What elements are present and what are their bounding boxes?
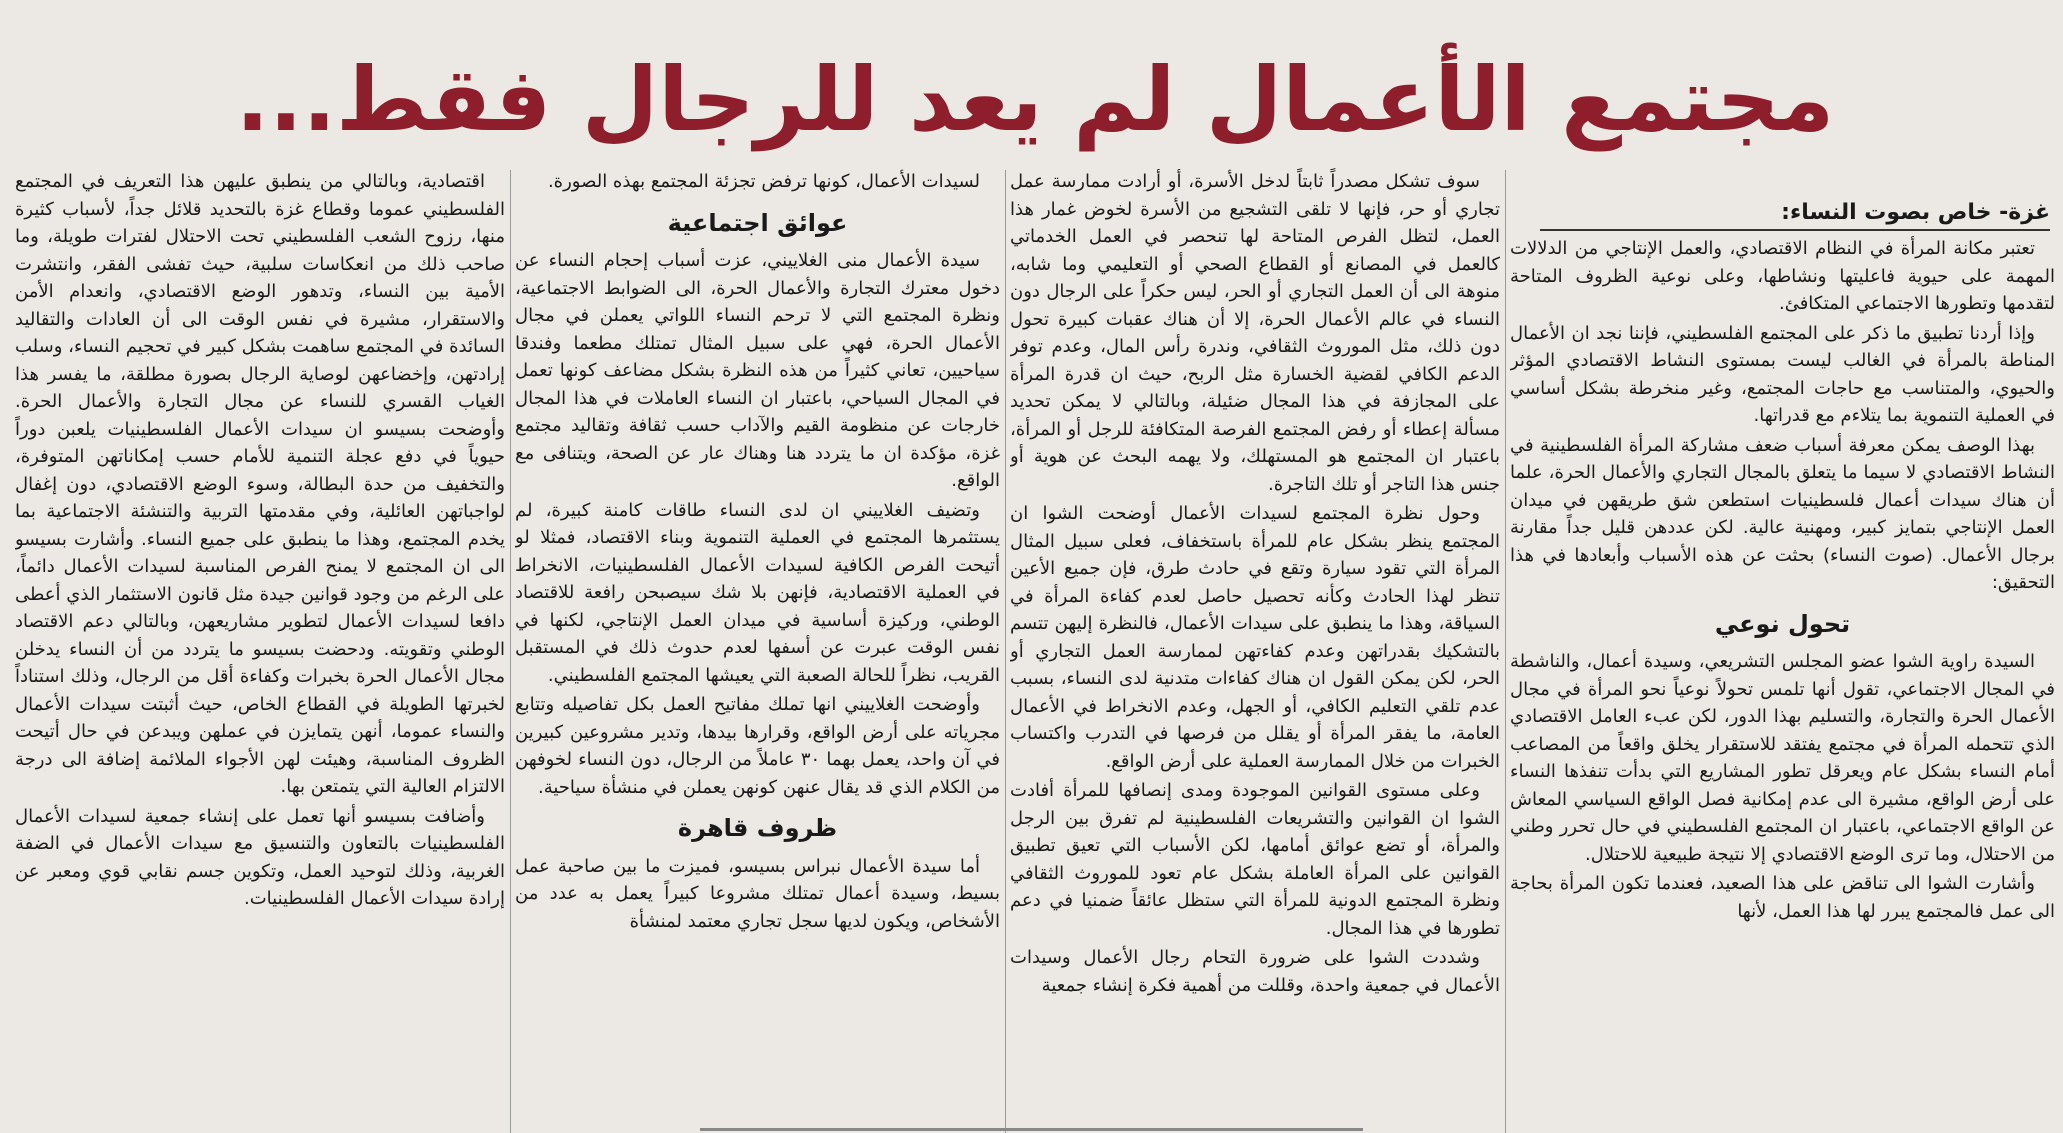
paragraph: أما سيدة الأعمال نبراس بسيسو، فميزت ما بين صاحبة عمل بسيط، وسيدة أعمال تمتلك مشروعا كبيراً يعمل به عدد من الأشخاص، ويكون لديها سجل تجاري معتمد لمنشأة (515, 855, 1000, 932)
subheading: عوائق اجتماعية (667, 208, 848, 237)
paragraph: وأوضحت الغلاييني انها تملك مفاتيح العمل بكل تفاصيله وتتابع مجرياته على أرض الواقع، وقرارها بيدها، وتدير مشروعين كبيرين في آن واحد، يعمل بهما ٣٠ عاملاً من الرجال، دون النساء لخوفهن من الكلام الذي قد يقال عنهن كونهن يعملن في منشأة سياحية. (515, 694, 1000, 798)
paragraph: وشددت الشوا على ضرورة التحام رجال الأعمال وسيدات الأعمال في جمعية واحدة، وقللت من أهمية فكرة إنشاء جمعية (1010, 947, 1500, 996)
column-rule (510, 170, 511, 1133)
paragraph: وإذا أردنا تطبيق ما ذكر على المجتمع الفلسطيني، فإننا نجد ان الأعمال المناطة بالمرأة في الغالب ليست بمستوى النشاط الاقتصادي المؤثر والحيوي، والمتناسب مع حاجات المجتمع، وغير منخرطة بشكل أساسي في العملية التنموية بما يتلاءم مع قدراتها. (1510, 322, 2055, 426)
paragraph: السيدة راوية الشوا عضو المجلس التشريعي، وسيدة أعمال، والناشطة في المجال الاجتماعي، تقول أنها تلمس تحولاً نوعياً نحو المرأة في مجال الأعمال الحرة والتجارة، والتسليم بهذا الدور، لكن عبء العامل الاقتصادي الذي تتحمله المرأة في مجتمع يفتقد للاستقرار يخلق واقعاً من المصاعب أمام النساء بشكل عام ويعرقل تطور المشاريع التي بدأت تنفذها النساء على أرض الواقع، مشيرة الى عدم إمكانية فصل الواقع السياسي المعاش عن الواقع الاجتماعي، باعتبار ان المجتمع الفلسطيني في حال تحرر وطني من الاحتلال، وما ترى الوضع الاقتصادي إلا نتيجة طبيعية للاحتلال. (1510, 651, 2055, 865)
paragraph: بهذا الوصف يمكن معرفة أسباب ضعف مشاركة المرأة الفلسطينية في النشاط الاقتصادي لا سيما ما يتعلق بالمجال التجاري والأعمال الحرة، علما أن هناك سيدات أعمال فلسطينيات استطعن شق طريقهن في ميدان العمل الإنتاجي بتمايز كبير، ومهنية عالية. لكن عددهن قليل جداً مقارنة برجال الأعمال. (صوت النساء) بحثت عن هذه الأسباب وأبعادها في هذا التحقيق: (1510, 434, 2055, 593)
byline: غزة- خاص بصوت النساء: (1540, 200, 2050, 231)
bottom-rule (700, 1128, 1363, 1131)
subheading: تحول نوعي (1714, 609, 1851, 638)
article-column-3 (515, 168, 1000, 1133)
column-rule (1005, 170, 1006, 1133)
column-rule (1505, 170, 1506, 1133)
article-column-1 (1510, 195, 2055, 1133)
subheading: ظروف قاهرة (677, 814, 838, 842)
paragraph: وأشارت الشوا الى تناقض على هذا الصعيد، فعندما تكون المرأة بحاجة الى عمل فالمجتمع يبرر لها هذا العمل، لأنها (1510, 873, 2055, 922)
paragraph: اقتصادية، وبالتالي من ينطبق عليهن هذا التعريف في المجتمع الفلسطيني عموما وقطاع غزة بالتحديد قلائل جداً، لأسباب كثيرة منها، رزوح الشعب الفلسطيني تحت الاحتلال لفترات طويلة، وما صاحب ذلك من انعكاسات سلبية، حيث تفشى الفقر، وانتشرت الأمية بين النساء، وتدهور الوضع الاقتصادي، وانعدام الأمن والاستقرار، مشيرة في نفس الوقت الى أن العادات والتقاليد السائدة في المجتمع ساهمت بشكل كبير في تحجيم النساء، وسلب إرادتهن، وإخضاعهن لوصاية الرجال بصورة مطلقة، ما يفسر هذا الغياب القسري للنساء عن مجال التجارة والأعمال الحرة. وأوضحت بسيسو ان سيدات الأعمال الفلسطينيات يلعبن دوراً حيوياً في دفع عجلة التنمية للأمام حسب إمكاناتهن المتوفرة، والتخفيف من حدة البطالة، وسوء الوضع الاقتصادي، دون إغفال لواجباتهن العائلية، وفي مقدمتها التربية والتنشئة الاجتماعية بما يخدم المجتمع، وهذا ما ينطبق على جميع النساء. وأشارت بسيسو الى ان المجتمع لا يمنح الفرص المناسبة لسيدات الأعمال دائماً، على الرغم من وجود قوانين جيدة مثل قانون الاستثمار الذي أعطى دافعا لسيدات الأعمال لتطوير مشاريعهن، وبالتالي دعم الاقتصاد الوطني وتقويته. ودحضت بسيسو ما يتردد من أن النساء يدخلن مجال الأعمال الحرة بخبرات وكفاءة أقل من الرجال، وذلك استناداً لخبرتها الطويلة في القطاع الخاص، حيث أثبتت سيدات الأعمال والنساء عموما، أنهن يتمايزن في عملهن ويبدعن في حال أتيحت الظروف المناسبة، وهيئت لهن الأجواء الملائمة إضافة الى درجة الالتزام العالية التي يتمتعن بها. (15, 171, 505, 797)
paragraph: وعلى مستوى القوانين الموجودة ومدى إنصافها للمرأة أفادت الشوا ان القوانين والتشريعات الفلسطينية لم تفرق بين الرجل والمرأة، أو تضع عوائق أمامها، لكن الأسباب التي تعيق تطبيق القوانين على المرأة العاملة بشكل عام تعود للموروث الثقافي ونظرة المجتمع الدونية للمرأة التي ستظل عائقاً ضمنيا في دعم تطورها في هذا المجال. (1010, 780, 1500, 939)
paragraph: وتضيف الغلاييني ان لدى النساء طاقات كامنة كبيرة، لم يستثمرها المجتمع في العملية التنموية وبناء الاقتصاد، فمثلا لو أتيحت الفرص الكافية لسيدات الأعمال الفلسطينيات، الانخراط في العملية الاقتصادية، فإنهن بلا شك سيصبحن رافعة للاقتصاد الوطني، وركيزة أساسية في ميدان العمل الإنتاجي، لكنها في نفس الوقت عبرت عن أسفها لعدم حدوث ذلك في المستقبل القريب، نظراً للحالة الصعبة التي يعيشها المجتمع الفلسطيني. (515, 499, 1000, 686)
article-column-4 (15, 168, 505, 1133)
paragraph: وأضافت بسيسو أنها تعمل على إنشاء جمعية لسيدات الأعمال الفلسطينيات بالتعاون والتنسيق مع سيدات الأعمال في الضفة الغربية، وذلك لتوحيد العمل، وتكوين جسم نقابي قوي ومعبر عن إرادة سيدات الأعمال الفلسطينيات. (15, 805, 505, 909)
paragraph: سوف تشكل مصدراً ثابتاً لدخل الأسرة، أو أرادت ممارسة عمل تجاري أو حر، فإنها لا تلقى التشجيع من الأسرة لخوض غمار هذا العمل، لتظل الفرص المتاحة لها تنحصر في العمل الخدماتي كالعمل في المصانع أو القطاع الصحي أو التعليمي وما شابه، منوهة الى أن العمل التجاري أو الحر، ليس حكراً على الرجال دون النساء في عالم الأعمال الحرة، إلا أن هناك عقبات كبيرة تحول دون ذلك، مثل الموروث الثقافي، وندرة رأس المال، وعدم توفر الدعم الكافي لقضية الخسارة مثل الربح، حيث ان قدرة المرأة على المجازفة في هذا المجال ضئيلة، وبالتالي لا يمكن تحديد مسألة إعطاء أو رفض المجتمع الفرصة المتكافئة للرجل أو المرأة، باعتبار ان المجتمع هو المستهلك، ولا يهمه البحث عن هوية أو جنس هذا التاجر أو تلك التاجرة. (1010, 171, 1500, 495)
article-column-2 (1010, 168, 1500, 1133)
paragraph: سيدة الأعمال منى الغلاييني، عزت أسباب إحجام النساء عن دخول معترك التجارة والأعمال الحرة، الى الضوابط الاجتماعية، ونظرة المجتمع التي لا ترحم النساء اللواتي يعملن في مجال الأعمال الحرة، فهي على سبيل المثال تمتلك مطعما وفندقا سياحيين، تعاني كثيراً من هذه النظرة بشكل مضاعف كونها تعمل في المجال السياحي، باعتبار ان النساء العاملات في هذا المجال خارجات عن منظومة القيم والآداب حسب ثقافة وتقاليد مجتمع غزة، مؤكدة ان ما يتردد هنا وهناك عار عن الصحة، ويتنافى مع الواقع. (515, 250, 1000, 491)
paragraph: وحول نظرة المجتمع لسيدات الأعمال أوضحت الشوا ان المجتمع ينظر بشكل عام للمرأة باستخفاف، فعلى سبيل المثال المرأة التي تقود سيارة وتقع في حادث طرق، فإن جميع الأعين تنظر لهذا الحادث وكأنه تحصيل حاصل لعدم كفاءة المرأة في السياقة، وهذا ما ينطبق على سيدات الأعمال، فالنظرة إليهن تتسم بالتشكيك بقدراتهن وعدم كفاءتهن لممارسة العمل التجاري أو الحر، لكن يمكن القول ان هناك كفاءات متدنية لدى النساء، بسبب عدم تلقي التعليم الكافي، أو الجهل، وعدم الانخراط في الأعمال العامة، ما يفقر المرأة أو يقلل من فرصها في التدرب واكتساب الخبرات من خلال الممارسة العملية على أرض الواقع. (1010, 503, 1500, 772)
paragraph: لسيدات الأعمال، كونها ترفض تجزئة المجتمع بهذه الصورة. (547, 171, 980, 192)
paragraph: تعتبر مكانة المرأة في النظام الاقتصادي، والعمل الإنتاجي من الدلالات المهمة على حيوية فاعليتها ونشاطها، وعلى نوعية الظروف المتاحة لتقدمها وتطورها الاجتماعي المتكافئ. (1510, 238, 2055, 314)
headline: مجتمع الأعمال لم يعد للرجال فقط... (235, 47, 1835, 151)
